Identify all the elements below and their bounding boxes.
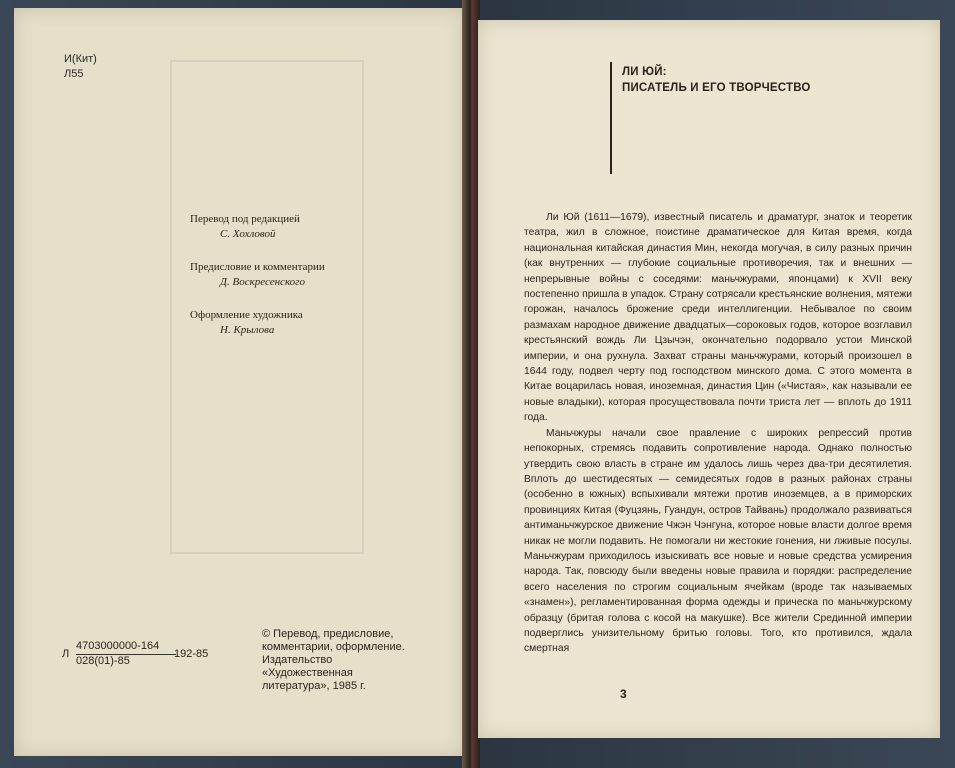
credit-translation bbox=[190, 212, 325, 242]
code-numerator: 4703000000-164 bbox=[76, 640, 176, 655]
library-code-line: Л55 bbox=[64, 68, 84, 80]
code-fraction bbox=[76, 640, 176, 668]
credit-preface bbox=[190, 260, 325, 290]
paragraph: Маньчжуры начали свое правление с широких репрессий против непокорных, стремясь подавить сопротивление народа. Однако полностью утвердить свою власть в стране им удалось лишь через два-три десятилетия. Вплоть до шестидесятых — семидесятых годов в разных районах страны (особенно в южных) вспыхивали мятежи против иноземцев, а в приморских провинциях Китая (Фуцзянь, Гуандун, остров Тайвань) продолжало развиваться антиманьчжурское движение Чжэн Чэнгуна, которое новые власти долгое время никак не могли подавить. Не помогали ни жестокие гонения, ни лживые посулы. Маньчжурам приходилось изыскивать все новые и новые средства усмирения народа. Так, повсюду были введены новые правила и порядки: распределение всего населения по строгим социальным ячейкам (вроде так называемых «знамен»), регламентированная форма одежды и прическа по маньчжурскому образцу (бритая голова с косой на макушке). Все жители Срединной империи подверглись унизительному бритью головы. Того, кто противился, ждала смертная bbox=[524, 427, 912, 655]
chapter-heading bbox=[622, 64, 811, 96]
paragraph: Ли Юй (1611—1679), известный писатель и драматург, знаток и теоретик театра, жил в сложное, поистине драматическое для Китая время, когда национальная китайская династия Мин, некогда могучая, в силу разных причин (как внутренних — глубокие социальные противоречия, так и внешних — непрерывные войны с соседями: маньчжурами, японцами) к XVII веку постепенно пришла в упадок. Страну сотрясали крестьянские волнения, мятежи горожан, началось брожение среди интеллигенции. Небывалое по своим размахам народное движение двадцатых—сороковых годов, которое возглавил крестьянский вождь Ли Цзычэн, окончательно подорвало устои Минской империи, и она рухнула. Захват страны маньчжурами, который произошел в 1644 году, подвел черту под господством минского дома. С этого момента в Китае воцарилась новая, иноземная, династия Цин («Чистая», как называли ее новые владыки), которая просуществовала почти триста лет — вплоть до 1911 года. bbox=[524, 212, 912, 424]
credits-block bbox=[190, 212, 325, 356]
code-denominator: 028(01)-85 bbox=[76, 655, 130, 667]
copyright-notice: © Перевод, предисловие, комментарии, оформление. Издательство «Художественная литература», 1985 г. bbox=[262, 628, 405, 692]
page-number: 3 bbox=[620, 687, 627, 701]
heading-line: ПИСАТЕЛЬ И ЕГО ТВОРЧЕСТВО bbox=[622, 82, 811, 94]
body-text bbox=[524, 210, 912, 657]
credit-name: Д. Воскресенского bbox=[220, 276, 305, 288]
heading-line: ЛИ ЮЙ: bbox=[622, 66, 667, 78]
code-letter: Л bbox=[62, 648, 70, 660]
code-suffix: 192-85 bbox=[174, 648, 209, 660]
credit-design bbox=[190, 308, 325, 338]
heading-rule bbox=[610, 62, 612, 174]
credit-name: С. Хохловой bbox=[220, 228, 276, 240]
library-classification bbox=[64, 52, 97, 82]
credit-role: Перевод под редакцией bbox=[190, 213, 300, 225]
credit-role: Предисловие и комментарии bbox=[190, 261, 325, 273]
credit-name: Н. Крылова bbox=[220, 324, 275, 336]
library-code-line: И(Кит) bbox=[64, 53, 97, 65]
credit-role: Оформление художника bbox=[190, 309, 303, 321]
